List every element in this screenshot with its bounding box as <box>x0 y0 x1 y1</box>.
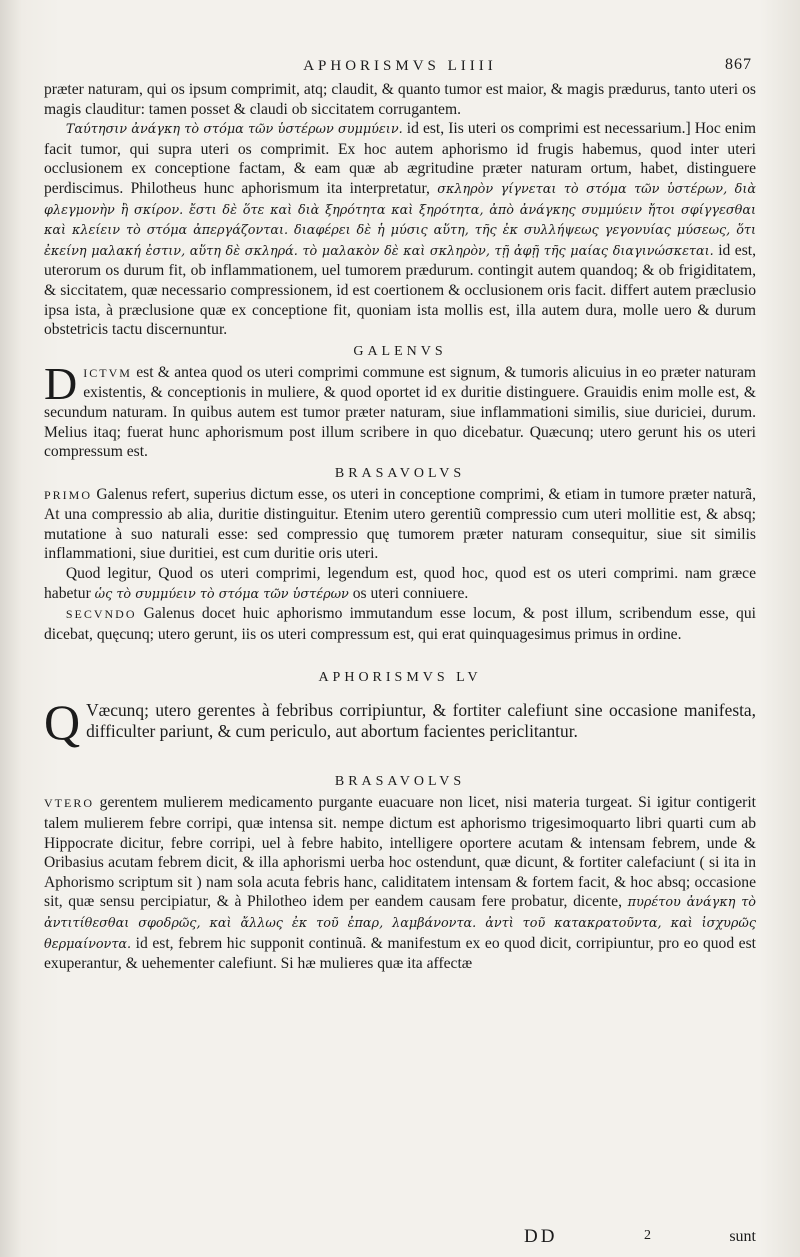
dropcap-letter: D <box>44 357 78 409</box>
aphorism-heading: APHORISMVS LV <box>318 670 482 686</box>
lead-word: SECVNDO <box>65 607 137 622</box>
running-head <box>44 58 756 80</box>
brasavolus-text-2a: Quod legitur, Quod os uteri comprimi, legendum est, quod hoc, quod est os uteri comprimi. nam græce habetur <box>44 565 756 602</box>
page-footer <box>44 1226 756 1248</box>
brasavolus-text-1: Galenus refert, superius dictum esse, os uteri in conceptione comprimi, & etiam in tumore præter naturã, At una compressio ab alia, duritie distinguitur. Etenim utero gerentiũ compressio cum uteri mollitie est, & absq; mutatione à suo naturali esse: sed compressio quę tumorem præter naturam consequitur, siue sit similis inflammationi, siue duritiei, est cum duritie oris uteri. <box>44 485 756 563</box>
aphorism-text <box>44 694 756 751</box>
brasavolus-commentary <box>44 793 756 973</box>
signature-mark: DD <box>524 1226 558 1247</box>
section-heading-brasavolus: BRASAVOLVS <box>334 774 466 790</box>
galenus-text: est & antea quod os uteri comprimi commune est signum, & tumoris alicuius in eo præter naturam existentis, & conceptionis in muliere, & quod oportet id ex duritie distinguere. Grauidis enim molle est, & secundum naturam. In quibus autem est tumor præter naturam, siue inflammationi similis, siue duriciei, durum. Melius itaq; fuerat hunc aphorismum post illum scribere in quo dicebatur. Quæcunq; utero gerunt his os uteri compressum est. <box>44 363 757 461</box>
opening-text: præter naturam, qui os ipsum comprimit, atq; claudit, & quanto tumor est maior, & magis prædurus, tanto uteri os magis clauditur: tamen posset & claudi ob siccitatem corrugantem. <box>44 81 756 118</box>
commentary-text-1: id est, Iis uteri os comprimi est necessarium.] Hoc enim facit tumor, qui supra uteri os comprimit. Ex hoc autem aphorismo id frugis habemus, quod inter uteri occlusionem ex conceptione factam, & eam quæ ab ægritudine præter naturam ortum, habet, distinguere perdiscimus. Philotheus hunc aphorismum ita interpretatur, <box>44 120 757 197</box>
page-number: 867 <box>725 56 752 73</box>
commentary-text-2: id est, uterorum os durum fit, ob inflammationem, uel tumorem prædurum. contingit autem quandoq; & ob frigiditatem, & siccitatem, quæ necessario compressionem, id est coertionem & occlusionem oris facit. differt autem præclusio ipsa ista, à præclusione quæ ex conceptione fit, quoniam ista mollis est, illa autem dura, molle uero & durum obstetricis tactu discernuntur. <box>44 241 756 339</box>
brasavolus-text-2b: os uteri conniuere. <box>352 584 469 602</box>
commentary-paragraph <box>44 119 756 340</box>
signature-number: 2 <box>644 1228 651 1243</box>
running-head-title: APHORISMVS LIIII <box>303 58 497 74</box>
brasavolus-paragraph-2 <box>44 564 756 604</box>
dropcap-letter: Q <box>44 694 81 751</box>
brasavolus-paragraph-3 <box>44 604 756 644</box>
greek-quotation: ὡς τὸ συμμύειν τὸ στόμα τῶν ὑστέρων <box>94 586 349 602</box>
catchword: sunt <box>729 1228 756 1245</box>
greek-quotation: πυρέτου ἀνάγκη τὸ ἀντιτίθεσθαι σφοδρῶς, καὶ ἄλλως ἐκ τοῦ ἐπαρ, λαμβάνοντα. ἀντὶ τοῦ κατακρατοῦντα, καὶ ἰσχυρῶς θερμαίνοντα. <box>44 895 756 952</box>
lead-word: PRIMO <box>44 487 93 502</box>
lead-word: VTERO <box>44 796 94 811</box>
greek-quotation: σκληρὸν γίγνεται τὸ στόμα τῶν ὑστέρων, διὰ φλεγμονὴν ἢ σκίρον. ἔστι δὲ ὅτε καὶ διὰ ξηρότητα καὶ ξηρότητα, ἀπὸ ἀνάγκης συμμύειν ἤτοι σφίγγεσθαι καὶ κλείειν τὸ στόμα ἀπεργάζονται. διαφέρει δὲ ἡ μύσις αὕτη, τῆς ἐκ συλλήψεως γεγονυίας μύσεως, ὅτι ἐκείνη μαλακή ἐστιν, αὕτη δὲ σκληρά. τὸ μαλακὸν δὲ καὶ σκληρὸν, τῇ ἀφῇ τῆς μαίας διαγινώσκεται. <box>44 181 756 259</box>
section-heading-brasavolus: BRASAVOLVS <box>334 465 466 481</box>
section-heading-galenus: GALENVS <box>353 343 447 359</box>
aphorism-body: Væcunq; utero gerentes à febribus corripiuntur, & fortiter calefiunt sine occasione manifesta, difficulter pariunt, & cum periculo, aut abortum facientes periclitantur. <box>86 700 756 742</box>
lead-word: ICTVM <box>83 365 132 380</box>
brasavolus-paragraph-1 <box>44 485 756 564</box>
greek-lemma: Ταύτησιν ἀνάγκη τὸ στόμα τῶν ὑστέρων συμμύειν. <box>65 122 403 138</box>
brasavolus-commentary-text-2: id est, febrem hic supponit continuã. & manifestum ex eo quod dicit, corripiuntur, pro eo quod est exuperantur, & uehementer calefiunt. Si hæ mulieres quæ ita affectæ <box>44 934 756 973</box>
brasavolus-commentary-text-1: gerentem mulierem medicamento purgante euacuare non licet, nisi materia turgeat. Si igitur contigerit talem mulierem febre corripi, quæ intensa sit. nempe dictum est aphorismo trigesimoquarto libri quarti cum ab Hippocrate dicitur, febre corripi, uel à febre habito, intelligere oportere acutam & intensam febrem, unde & Oribasius acutam febrem dicit, & illa aphorismi uerba hoc ostendunt, quæ dicunt, & fortiter calefaciunt ( si ita in Aphorismo scriptum sit ) nam sola acuta febris hanc, caliditatem intensam & fortem facit, & hoc absq; occasione sit, quæ sensu percipiatur, & à Philotheo idem per eandem causam fere probatur, dicente, <box>44 794 756 911</box>
galenus-paragraph <box>44 357 757 462</box>
brasavolus-text-3: Galenus docet huic aphorismo immutandum esse locum, & post illum, scribendum esse, qui dicebat, quęcunq; utero gerunt, iis os uteri compressum est, qui erat quinquagesimus primus in ordine. <box>44 605 756 643</box>
